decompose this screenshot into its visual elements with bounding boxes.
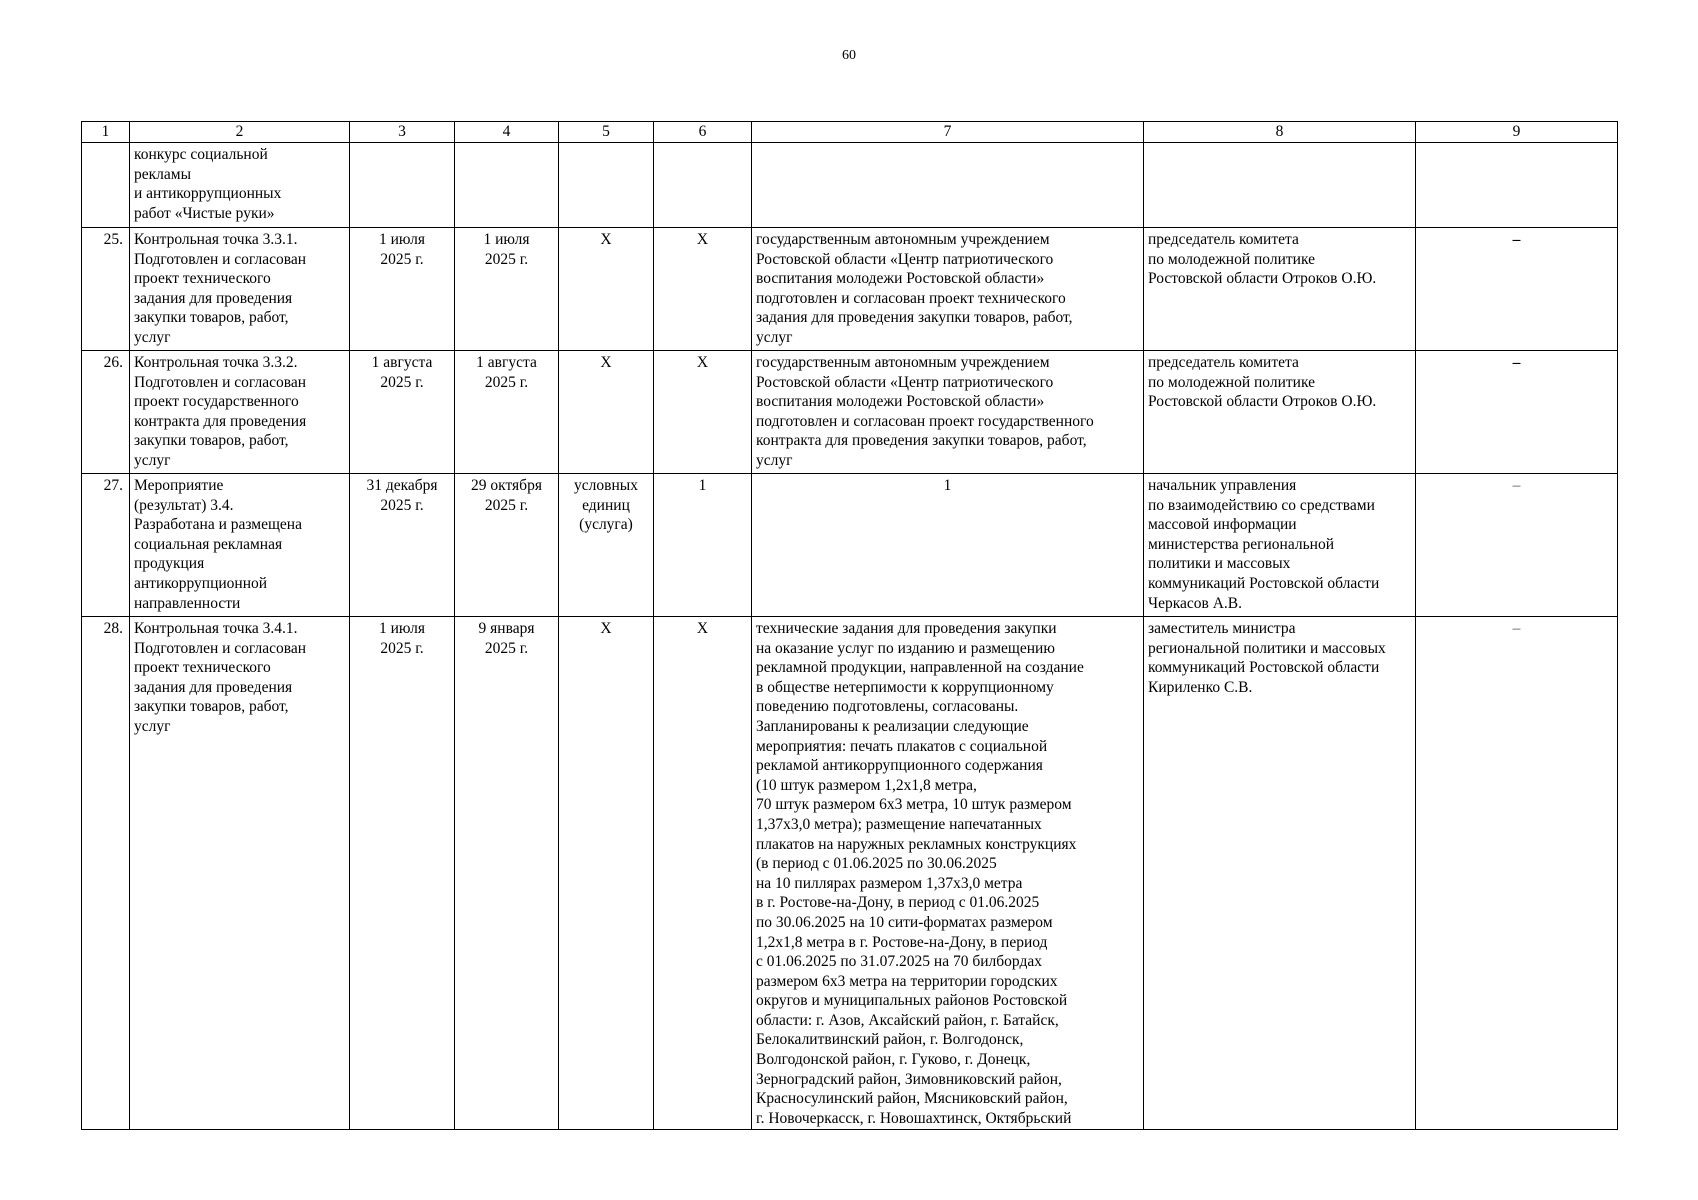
plan-table — [81, 121, 1618, 1130]
table-row — [82, 351, 1618, 474]
row-name-cell: Контрольная точка 3.3.2. Подготовлен и согласован проект государственного контракта для проведения закупки товаров, работ, услуг — [130, 351, 350, 474]
row-note-cell: – — [1416, 351, 1618, 474]
row-note-cell: – — [1416, 474, 1618, 617]
table-row — [82, 228, 1618, 351]
row-value-cell: X — [654, 228, 752, 351]
row-number-cell: 27. — [82, 474, 130, 617]
row-name-cell: конкурс социальной рекламы и антикоррупционных работ «Чистые руки» — [130, 143, 350, 228]
row-value-cell: 1 — [654, 474, 752, 617]
row-name-cell: Контрольная точка 3.3.1. Подготовлен и согласован проект технического задания для проведения закупки товаров, работ, услуг — [130, 228, 350, 351]
row-note-cell: – — [1416, 617, 1618, 1130]
table-row — [82, 474, 1618, 617]
row-fact-date-cell — [455, 143, 559, 228]
row-unit-cell: условных единиц (услуга) — [559, 474, 654, 617]
row-plan-date-cell: 1 августа 2025 г. — [350, 351, 455, 474]
row-number-cell: 26. — [82, 351, 130, 474]
row-responsible-cell: начальник управления по взаимодействию со средствами массовой информации министерства региональной политики и массовых коммуникаций Ростовской области Черкасов А.В. — [1144, 474, 1416, 617]
row-number-cell: 28. — [82, 617, 130, 1130]
row-unit-cell: X — [559, 228, 654, 351]
header-cell: 7 — [752, 122, 1144, 143]
row-responsible-cell: заместитель министра региональной политики и массовых коммуникаций Ростовской области Кириленко С.В. — [1144, 617, 1416, 1130]
row-value-cell — [654, 143, 752, 228]
row-plan-date-cell: 1 июля 2025 г. — [350, 228, 455, 351]
row-name-cell: Контрольная точка 3.4.1. Подготовлен и согласован проект технического задания для проведения закупки товаров, работ, услуг — [130, 617, 350, 1130]
row-note-cell: – — [1416, 228, 1618, 351]
row-unit-cell — [559, 143, 654, 228]
row-responsible-cell — [1144, 143, 1416, 228]
row-unit-cell: X — [559, 351, 654, 474]
header-cell: 9 — [1416, 122, 1618, 143]
header-cell: 8 — [1144, 122, 1416, 143]
row-value-cell: X — [654, 351, 752, 474]
header-cell: 4 — [455, 122, 559, 143]
row-plan-date-cell: 31 декабря 2025 г. — [350, 474, 455, 617]
row-responsible-cell: председатель комитета по молодежной политике Ростовской области Отроков О.Ю. — [1144, 351, 1416, 474]
row-number-cell: 25. — [82, 228, 130, 351]
row-number-cell — [82, 143, 130, 228]
row-note-cell — [1416, 143, 1618, 228]
row-plan-date-cell — [350, 143, 455, 228]
header-cell: 3 — [350, 122, 455, 143]
row-description-cell: государственным автономным учреждением Ростовской области «Центр патриотического воспитания молодежи Ростовской области» подготовлен и согласован проект государственного контракта для проведения закупки товаров, работ, услуг — [752, 351, 1144, 474]
row-description-cell: 1 — [752, 474, 1144, 617]
table-row — [82, 143, 1618, 228]
header-cell: 6 — [654, 122, 752, 143]
row-description-cell — [752, 143, 1144, 228]
page-number: 60 — [842, 48, 856, 63]
row-fact-date-cell: 1 августа 2025 г. — [455, 351, 559, 474]
row-value-cell: X — [654, 617, 752, 1130]
row-fact-date-cell: 29 октября 2025 г. — [455, 474, 559, 617]
row-fact-date-cell: 9 января 2025 г. — [455, 617, 559, 1130]
header-cell: 2 — [130, 122, 350, 143]
row-plan-date-cell: 1 июля 2025 г. — [350, 617, 455, 1130]
header-cell: 1 — [82, 122, 130, 143]
row-description-cell: государственным автономным учреждением Ростовской области «Центр патриотического воспитания молодежи Ростовской области» подготовлен и согласован проект технического задания для проведения закупки товаров, работ, услуг — [752, 228, 1144, 351]
table-header-row — [82, 122, 1618, 143]
row-responsible-cell: председатель комитета по молодежной политике Ростовской области Отроков О.Ю. — [1144, 228, 1416, 351]
header-cell: 5 — [559, 122, 654, 143]
row-description-cell: технические задания для проведения закупки на оказание услуг по изданию и размещению рекламной продукции, направленной на создание в обществе нетерпимости к коррупционному поведению подготовлены, согласованы. Запланированы к реализации следующие мероприятия: печать плакатов с социальной рекламой антикоррупционного содержания (10 штук размером 1,2x1,8 метра, 70 штук размером 6x3 метра, 10 штук размером 1,37x3,0 метра); размещение напечатанных плакатов на наружных рекламных конструкциях (в период с 01.06.2025 по 30.06.2025 на 10 пиллярах размером 1,37x3,0 метра в г. Ростове-на-Дону, в период с 01.06.2025 по 30.06.2025 на 10 сити-форматах размером 1,2x1,8 метра в г. Ростове-на-Дону, в период с 01.06.2025 по 31.07.2025 на 70 билбордах размером 6x3 метра на территории городских округов и муниципальных районов Ростовской области: г. Азов, Аксайский район, г. Батайск, Белокалитвинский район, г. Волгодонск, Волгодонской район, г. Гуково, г. Донецк, Зерноградский район, Зимовниковский район, Красносулинский район, Мясниковский район, г. Новочеркасск, г. Новошахтинск, Октябрьский — [752, 617, 1144, 1130]
table-row — [82, 617, 1618, 1130]
row-unit-cell: X — [559, 617, 654, 1130]
row-name-cell: Мероприятие (результат) 3.4. Разработана и размещена социальная рекламная продукция антикоррупционной направленности — [130, 474, 350, 617]
row-fact-date-cell: 1 июля 2025 г. — [455, 228, 559, 351]
